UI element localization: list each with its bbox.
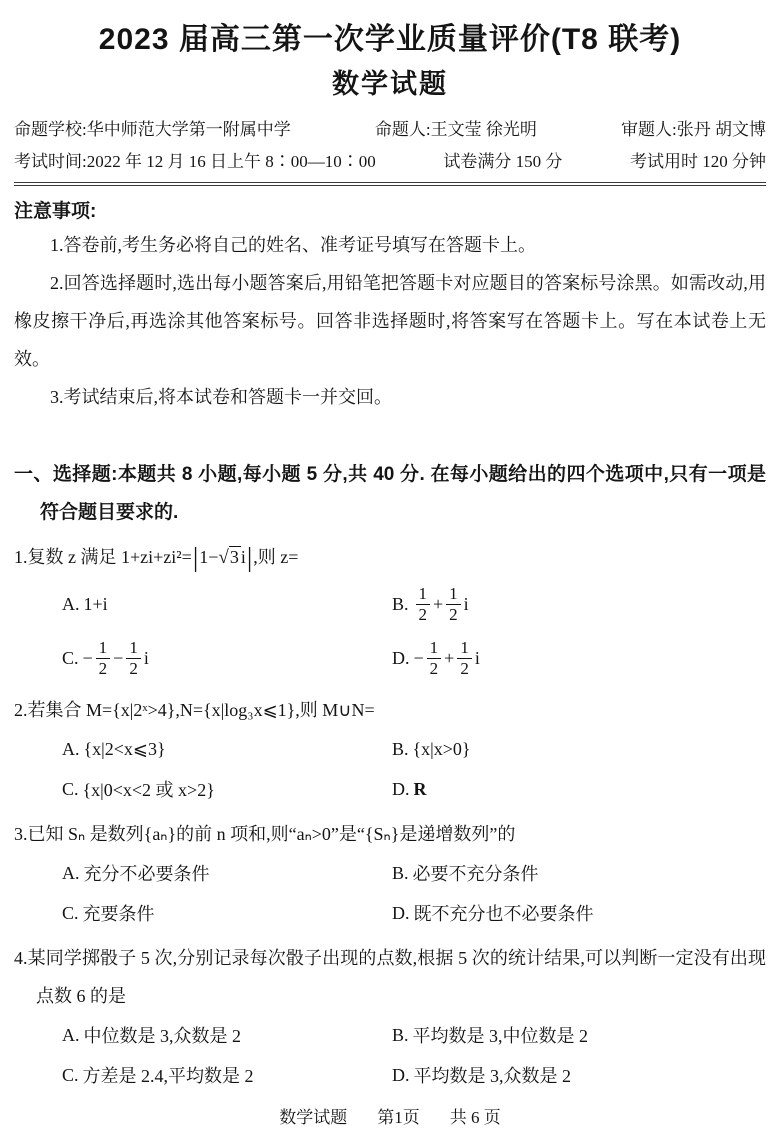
q1-option-c-label: C. [62, 647, 79, 668]
question-3 [14, 815, 766, 933]
q1-d-f1-den: 2 [429, 658, 439, 678]
q1-option-c-frac2 [126, 639, 141, 678]
q1-option-d-tail: i [474, 647, 480, 668]
q1-option-d-frac2 [457, 639, 472, 678]
q2-option-c-text: {x|0<x<2 或 x>2} [82, 780, 215, 800]
q1-abs-inner-pre: 1− [199, 547, 219, 567]
question-4-stem: 4.某同学掷骰子 5 次,分别记录每次骰子出现的点数,根据 5 次的统计结果,可以判断一定没有出现点数 6 的是 [14, 948, 766, 1006]
q3-option-b-label: B. [392, 862, 409, 883]
meta-exam-time: 考试时间:2022 年 12 月 16 日上午 8∶00—10∶00 [14, 152, 376, 171]
question-2-options [62, 729, 766, 809]
question-1-options [62, 577, 766, 685]
q1-option-b-label: B. [392, 593, 409, 614]
q3-option-d [392, 893, 766, 933]
question-4-options [62, 1015, 766, 1095]
meta-school: 命题学校:华中师范大学第一附属中学 [14, 120, 291, 139]
q1-option-d [392, 631, 766, 685]
footer-doc-name: 数学试题 [279, 1108, 348, 1127]
question-4 [14, 939, 766, 1095]
q3-option-d-text: 既不充分也不必要条件 [413, 904, 594, 924]
q1-b-f2-num: 1 [446, 585, 461, 605]
q1-option-c [62, 631, 392, 685]
q1-option-c-sign: − [82, 647, 93, 668]
q1-stem-pre: 1.复数 z 满足 1+zi+zi²= [14, 547, 192, 567]
question-1 [14, 538, 766, 685]
q1-option-d-frac1 [427, 639, 442, 678]
notices-heading: 注意事项: [14, 201, 97, 222]
question-3-options [62, 853, 766, 933]
notice-item-3: 3.考试结束后,将本试卷和答题卡一并交回。 [50, 387, 392, 407]
meta-row-2 [14, 148, 766, 176]
q4-option-c-text: 方差是 2.4,平均数是 2 [82, 1066, 254, 1086]
q4-option-d [392, 1055, 766, 1095]
page-footer [14, 1105, 766, 1131]
q3-option-a-label: A. [62, 862, 80, 883]
footer-page-number: 第1页 [377, 1108, 420, 1127]
page-title: 2023 届高三第一次学业质量评价(T8 联考) [98, 23, 682, 56]
q1-abs-inner-post: i [240, 547, 246, 567]
q1-option-b-frac2 [446, 585, 461, 624]
meta-row-1 [14, 116, 766, 144]
q3-option-b [392, 853, 766, 893]
q1-option-d-sign: − [413, 647, 424, 668]
question-2 [14, 691, 766, 809]
q1-d-f2-den: 2 [460, 658, 469, 678]
q1-stem-post: ,则 z= [253, 547, 299, 567]
q1-option-a [62, 577, 392, 631]
section-1-heading: 一、选择题:本题共 8 小题,每小题 5 分,共 40 分. 在每小题给出的四个选项中,只有一项是符合题目要求的. [14, 464, 766, 523]
q4-option-b-text: 平均数是 3,中位数是 2 [412, 1026, 589, 1046]
q4-option-d-text: 平均数是 3,众数是 2 [413, 1066, 571, 1086]
q1-abs-close: | [246, 542, 253, 572]
meta-duration: 考试用时 120 分钟 [629, 152, 766, 171]
q1-option-b-op: + [433, 593, 444, 614]
notice-item-1: 1.答卷前,考生务必将自己的姓名、准考证号填写在答题卡上。 [50, 235, 536, 255]
footer-page-total: 共 6 页 [449, 1108, 501, 1127]
q3-option-c-label: C. [62, 902, 79, 923]
q1-sqrt-icon: √ [218, 547, 229, 568]
q1-c-f2-num: 1 [126, 639, 141, 659]
q2-option-b-text: {x|x>0} [412, 738, 471, 759]
q2-option-d-text: R [413, 778, 427, 799]
q2-option-c-label: C. [62, 778, 79, 799]
q1-option-b-tail: i [463, 593, 469, 614]
q3-option-a [62, 853, 392, 893]
q4-option-a [62, 1015, 392, 1055]
q2-option-a [62, 729, 392, 769]
q1-c-f1-den: 2 [98, 658, 108, 678]
q1-option-b [392, 577, 766, 631]
q2-option-d-label: D. [392, 778, 410, 799]
q2-option-b [392, 729, 766, 769]
q4-option-d-label: D. [392, 1064, 410, 1085]
q1-b-f1-den: 2 [418, 604, 428, 624]
q1-option-d-label: D. [392, 647, 410, 668]
q1-d-f1-num: 1 [427, 639, 442, 659]
question-2-stem: 2.若集合 M={x|2ˣ>4},N={x|log₃x⩽1},则 M∪N= [14, 700, 375, 720]
question-3-stem: 3.已知 Sₙ 是数列{aₙ}的前 n 项和,则“aₙ>0”是“{Sₙ}是递增数列”的 [14, 824, 516, 844]
notice-item-2: 2.回答选择题时,选出每小题答案后,用铅笔把答题卡对应题目的答案标号涂黑。如需改动,用橡皮擦干净后,再选涂其他答案标号。回答非选择题时,将答案写在答题卡上。写在本试卷上无效。 [14, 273, 766, 369]
q1-option-b-frac1 [416, 585, 431, 624]
q3-option-b-text: 必要不充分条件 [412, 864, 539, 884]
question-1-stem [14, 538, 766, 577]
q2-option-c [62, 769, 392, 809]
q2-option-a-text: {x|2<x⩽3} [83, 738, 166, 759]
q1-option-c-op: − [113, 647, 124, 668]
q4-option-b-label: B. [392, 1024, 409, 1045]
q1-option-c-frac1 [96, 639, 111, 678]
q1-c-f2-den: 2 [129, 658, 138, 678]
q1-sqrt-arg: 3 [229, 547, 239, 567]
q3-option-c-text: 充要条件 [82, 904, 155, 924]
q1-option-a-text: 1+i [83, 593, 108, 614]
q3-option-a-text: 充分不必要条件 [83, 864, 210, 884]
q1-d-f2-num: 1 [457, 639, 472, 659]
header-divider [14, 182, 766, 186]
q3-option-c [62, 893, 392, 933]
q1-option-c-tail: i [143, 647, 149, 668]
q1-abs-open: | [192, 542, 199, 572]
meta-reviewers: 审题人:张丹 胡文博 [621, 120, 766, 139]
q2-option-a-label: A. [62, 738, 80, 759]
q3-option-d-label: D. [392, 902, 410, 923]
meta-full-score: 试卷满分 150 分 [443, 152, 563, 171]
meta-setters: 命题人:王文莹 徐光明 [374, 120, 537, 139]
q4-option-a-label: A. [62, 1024, 80, 1045]
q1-b-f2-den: 2 [449, 604, 458, 624]
q2-option-b-label: B. [392, 738, 409, 759]
q1-option-d-op: + [444, 647, 455, 668]
q1-c-f1-num: 1 [96, 639, 111, 659]
q4-option-c-label: C. [62, 1064, 79, 1085]
page-subtitle: 数学试题 [332, 69, 448, 99]
q1-option-a-label: A. [62, 593, 80, 614]
q4-option-b [392, 1015, 766, 1055]
q4-option-c [62, 1055, 392, 1095]
q2-option-d [392, 769, 766, 809]
q1-b-f1-num: 1 [416, 585, 431, 605]
q4-option-a-text: 中位数是 3,众数是 2 [83, 1026, 241, 1046]
